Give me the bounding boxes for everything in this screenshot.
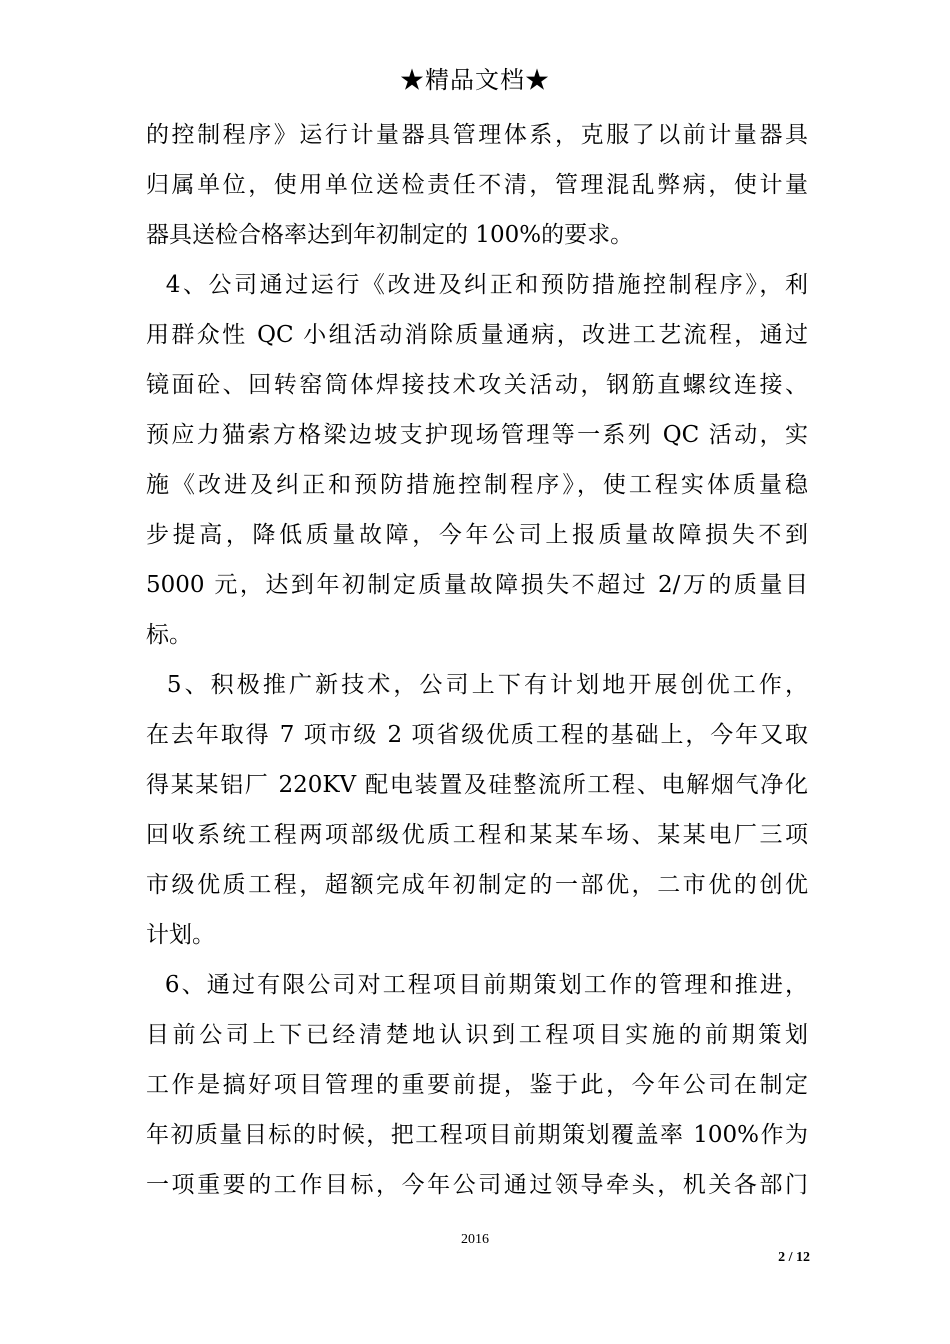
document-body: [146, 110, 808, 1210]
text-line: 计划。: [146, 922, 215, 948]
text-line: 5000 元，达到年初制定质量故障损失不超过 2/万的质量目: [146, 572, 808, 598]
text-line: 目前公司上下已经清楚地认识到工程项目实施的前期策划: [146, 1022, 808, 1048]
text-line: 用群众性 QC 小组活动消除质量通病，改进工艺流程，通过: [146, 322, 808, 348]
page-number: 2 / 12: [778, 1250, 810, 1265]
text-line: 镜面砼、回转窑筒体焊接技术攻关活动，钢筋直螺纹连接、: [146, 372, 808, 398]
text-line: 在去年取得 7 项市级 2 项省级优质工程的基础上，今年又取: [146, 722, 808, 748]
text-line: 年初质量目标的时候，把工程项目前期策划覆盖率 100%作为: [146, 1122, 808, 1148]
text-line: 一项重要的工作目标，今年公司通过领导牵头，机关各部门: [146, 1172, 808, 1198]
text-line: 4、公司通过运行《改进及纠正和预防措施控制程序》，利: [146, 272, 808, 298]
text-line: 标。: [146, 622, 192, 648]
footer-year: 2016: [461, 1232, 489, 1247]
text-line: 施《改进及纠正和预防措施控制程序》，使工程实体质量稳: [146, 472, 808, 498]
text-line: 器具送检合格率达到年初制定的 100%的要求。: [146, 222, 634, 248]
text-line: 5、积极推广新技术，公司上下有计划地开展创优工作，: [146, 672, 808, 698]
text-line: 得某某铝厂 220KV 配电装置及硅整流所工程、电解烟气净化: [146, 772, 808, 798]
text-line: 6、通过有限公司对工程项目前期策划工作的管理和推进，: [146, 972, 808, 998]
text-line: 的控制程序》运行计量器具管理体系，克服了以前计量器具: [146, 122, 808, 148]
text-line: 归属单位，使用单位送检责任不清，管理混乱弊病，使计量: [146, 172, 808, 198]
text-line: 市级优质工程，超额完成年初制定的一部优，二市优的创优: [146, 872, 808, 898]
text-line: 预应力猫索方格梁边坡支护现场管理等一系列 QC 活动，实: [146, 422, 808, 448]
text-line: 工作是搞好项目管理的重要前提，鉴于此，今年公司在制定: [146, 1072, 808, 1098]
text-line: 步提高，降低质量故障，今年公司上报质量故障损失不到: [146, 522, 808, 548]
text-line: 回收系统工程两项部级优质工程和某某车场、某某电厂三项: [146, 822, 808, 848]
page-header-title: ★精品文档★: [400, 66, 550, 94]
